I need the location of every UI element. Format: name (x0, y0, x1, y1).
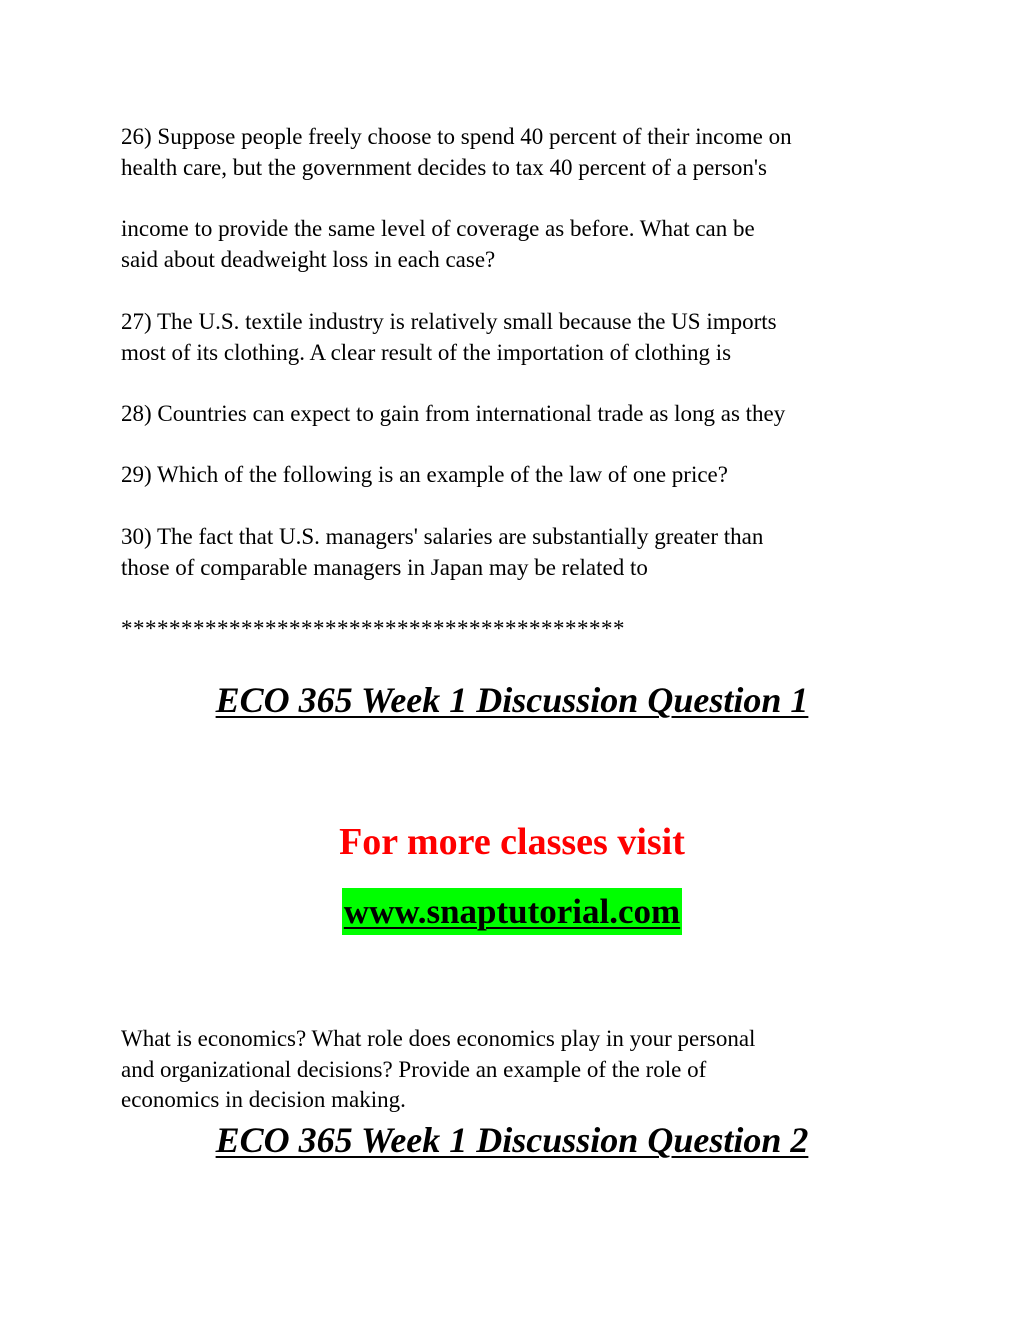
heading-discussion-question-2[interactable] (0, 1118, 1024, 1162)
snaptutorial-link[interactable]: www.snaptutorial.com (342, 888, 682, 935)
question-26-part1: 26) Suppose people freely choose to spend 40 percent of their income on health care, but the government decides to tax 40 percent of a person's (121, 124, 792, 180)
heading-discussion-question-1[interactable] (0, 678, 1024, 722)
question-29: 29) Which of the following is an example of the law of one price? (121, 462, 728, 487)
promo-link-wrap (0, 888, 1024, 935)
question-28: 28) Countries can expect to gain from international trade as long as they (121, 401, 786, 426)
separator-line: ****************************************** (121, 616, 625, 641)
heading-discussion-question-2-link[interactable]: ECO 365 Week 1 Discussion Question 2 (215, 1120, 809, 1160)
question-26-part2: income to provide the same level of coverage as before. What can be said about deadweight loss in each case? (121, 216, 755, 272)
promo-text: For more classes visit (339, 821, 685, 863)
question-27: 27) The U.S. textile industry is relatively small because the US imports most of its clothing. A clear result of the importation of clothing is (121, 309, 777, 365)
discussion-question-text: What is economics? What role does economics play in your personal and organizational decisions? Provide an example of the role of economics in decision making. (121, 1026, 756, 1112)
question-30: 30) The fact that U.S. managers' salaries are substantially greater than those of comparable managers in Japan may be related to (121, 524, 764, 580)
heading-discussion-question-1-link[interactable]: ECO 365 Week 1 Discussion Question 1 (215, 680, 809, 720)
